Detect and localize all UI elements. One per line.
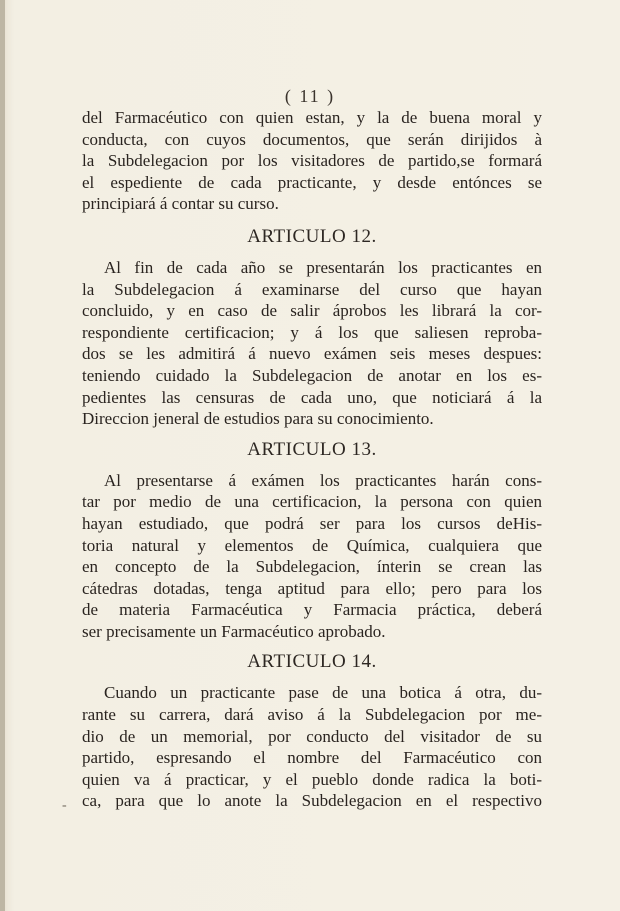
text-line: el espediente de cada practicante, y desde entónces se — [82, 172, 542, 192]
text-line: cátedras dotadas, tenga aptitud para ello; pero para los — [82, 578, 542, 598]
paragraph-intro — [82, 107, 542, 215]
text-line: hayan estudiado, que podrá ser para los cursos deHis- — [82, 513, 542, 533]
text-line: toria natural y elementos de Química, cualquiera que — [82, 535, 542, 555]
text-line: concluido, y en caso de salir áprobos les librará la cor- — [82, 301, 542, 321]
text-line: partido, espresando el nombre del Farmacéutico con — [82, 748, 542, 768]
text-line: Cuando un practicante pase de una botica á otra, du- — [104, 683, 542, 703]
text-line: rante su carrera, dará aviso á la Subdelegacion por me- — [82, 705, 542, 725]
text-line: teniendo cuidado la Subdelegacion de anotar en los es- — [82, 365, 542, 385]
text-line: ser precisamente un Farmacéutico aprobado. — [82, 621, 386, 641]
article-12-paragraph — [82, 257, 542, 430]
article-14-heading: ARTICULO 14. — [247, 651, 377, 673]
text-line: de materia Farmacéutica y Farmacia práctica, deberá — [82, 600, 542, 620]
page-number: ( 11 ) — [284, 86, 336, 106]
text-line: Al fin de cada año se presentarán los practicantes en — [104, 257, 542, 277]
text-line: del Farmacéutico con quien estan, y la de buena moral y — [82, 108, 542, 127]
article-13-heading: ARTICULO 13. — [247, 438, 377, 460]
text-line: conducta, con cuyos documentos, que serán dirijidos à — [82, 129, 542, 149]
article-14-paragraph — [82, 682, 542, 812]
article-13-paragraph — [82, 470, 542, 643]
text-line: respondiente certificacion; y á los que saliesen reproba- — [82, 322, 542, 342]
text-line: pedientes las censuras de cada uno, que noticiará á la — [82, 387, 542, 407]
text-line: en concepto de la Subdelegacion, ínterin se crean las — [82, 557, 542, 577]
text-line: la Subdelegacion á examinarse del curso que hayan — [82, 279, 542, 299]
text-line: dos se les admitirá á nuevo exámen seis meses despues: — [82, 344, 542, 364]
text-line: dio de un memorial, por conducto del visitador de su — [82, 726, 542, 746]
page-spine-edge — [0, 0, 5, 911]
text-line: Direccion jeneral de estudios para su conocimiento. — [82, 409, 434, 429]
text-line: tar por medio de una certificacion, la persona con quien — [82, 492, 542, 512]
text-line: Al presentarse á exámen los practicantes harán cons- — [104, 470, 542, 490]
margin-mark: - — [62, 798, 67, 813]
article-12-heading: ARTICULO 12. — [247, 225, 377, 247]
text-line: quien va á practicar, y el pueblo donde radica la boti- — [82, 769, 542, 789]
text-line: la Subdelegacion por los visitadores de partido,se formará — [82, 151, 542, 171]
text-line: principiará á contar su curso. — [82, 194, 279, 214]
text-line: ca, para que lo anote la Subdelegacion en el respectivo — [82, 791, 542, 811]
page-body — [82, 107, 542, 812]
